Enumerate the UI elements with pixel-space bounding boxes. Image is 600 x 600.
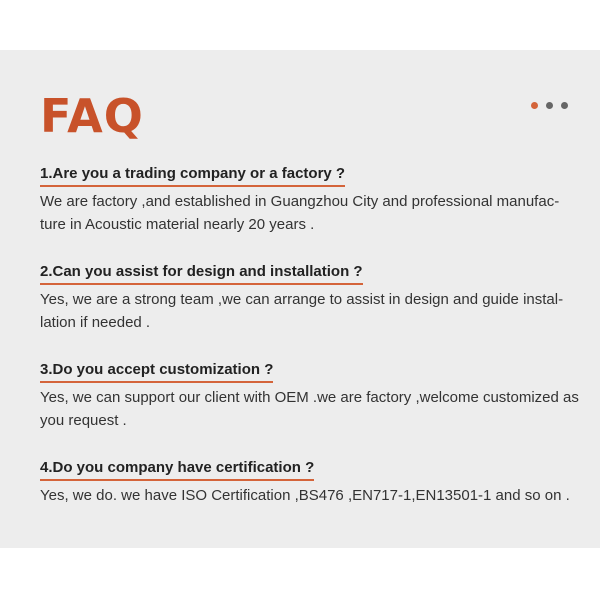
pagination-dots: [531, 102, 568, 109]
faq-question: 3.Do you accept customization ?: [40, 360, 273, 383]
dot-icon: [561, 102, 568, 109]
faq-answer: Yes, we do. we have ISO Certification ,BS476 ,EN717-1,EN13501-1 and so on .: [40, 487, 570, 504]
faq-answer: Yes, we are a strong team ,we can arrange to assist in design and guide instal-lation if needed .: [40, 291, 564, 331]
faq-item: [40, 360, 580, 432]
faq-item: [40, 458, 580, 507]
faq-answer: We are factory ,and established in Guangzhou City and professional manufac-ture in Acoustic material nearly 20 years .: [40, 193, 560, 233]
faq-question: 2.Can you assist for design and installation ?: [40, 262, 363, 285]
faq-panel: [0, 50, 600, 548]
faq-answer: Yes, we can support our client with OEM .we are factory ,welcome customized as you request .: [40, 389, 579, 429]
faq-question: 4.Do you company have certification ?: [40, 458, 314, 481]
dot-icon: [546, 102, 553, 109]
faq-question: 1.Are you a trading company or a factory ?: [40, 164, 345, 187]
faq-list: [40, 164, 580, 533]
page-title: FAQ: [40, 89, 144, 143]
faq-item: [40, 262, 580, 334]
dot-icon-active: [531, 102, 538, 109]
faq-item: [40, 164, 580, 236]
